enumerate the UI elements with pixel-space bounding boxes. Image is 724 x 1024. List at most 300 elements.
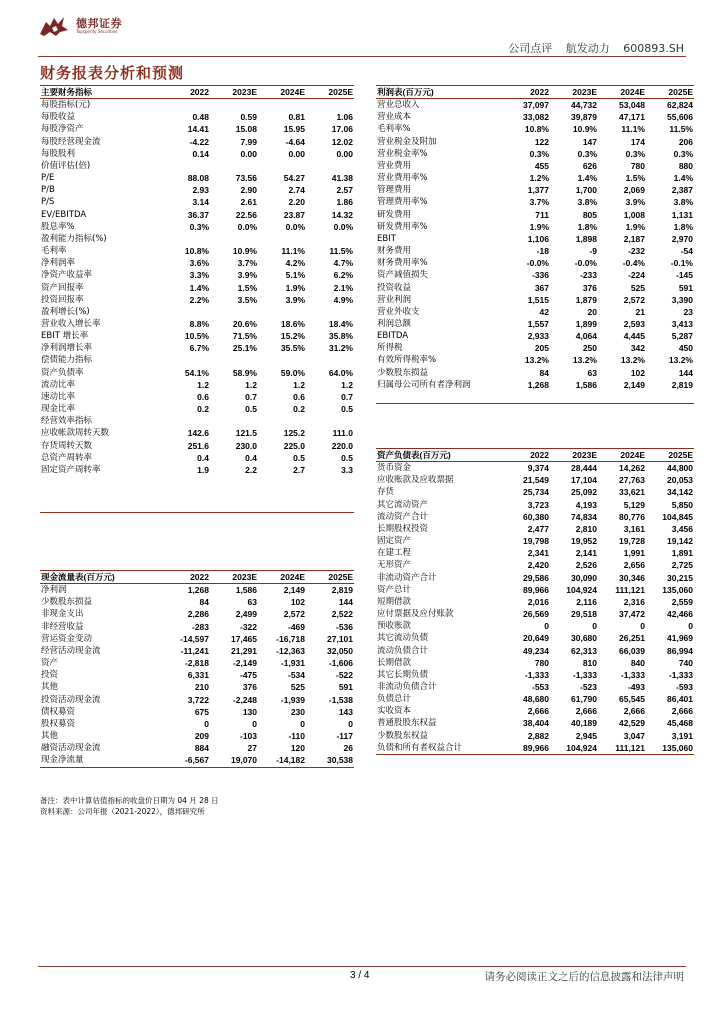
cell-value: -110 — [288, 731, 305, 742]
cell-value — [162, 476, 210, 488]
cell-value: 42 — [539, 306, 549, 317]
footer-divider — [38, 966, 686, 967]
cell-value: 0.5 — [341, 404, 353, 415]
row-label: 归属母公司所有者净利润 — [377, 379, 471, 390]
row-label: 营业税金及附加 — [377, 136, 437, 147]
row-label: EV/EBITDA — [41, 209, 87, 220]
cell-value: 1.9% — [285, 282, 305, 293]
cell-value: 2,477 — [527, 523, 549, 534]
cell-value: 35.5% — [280, 343, 305, 354]
row-label: 其他 — [41, 682, 59, 693]
cell-value: 1,106 — [527, 233, 549, 244]
cell-value: -0.4% — [622, 258, 645, 269]
table-row — [40, 233, 354, 245]
row-label: 偿债能力指标 — [41, 355, 93, 366]
cell-value: -1,606 — [328, 658, 353, 669]
cell-value — [550, 391, 598, 403]
cell-value: 1.2 — [293, 379, 305, 390]
cell-value: 122 — [534, 136, 549, 147]
row-label: 营业收入增长率 — [41, 318, 101, 329]
row-label — [376, 391, 502, 403]
cell-value: 2,819 — [671, 379, 693, 390]
table-row — [376, 669, 694, 681]
cell-value — [306, 415, 354, 427]
cell-value: -553 — [531, 681, 549, 692]
row-label: 价值评估(倍) — [41, 160, 91, 171]
cell-value: 0.3% — [189, 221, 209, 232]
cell-value: 4,445 — [623, 331, 645, 342]
cell-value: 0 — [300, 718, 305, 729]
cell-value: -233 — [579, 270, 597, 281]
table-row — [40, 367, 354, 379]
table-row — [376, 559, 694, 571]
bull-logo-icon — [38, 14, 70, 38]
cell-value: 805 — [582, 209, 597, 220]
row-label: 营业利润 — [377, 294, 412, 305]
cell-value: 209 — [194, 731, 209, 742]
cell-value: 26 — [343, 743, 353, 754]
cell-value: 2,933 — [527, 331, 549, 342]
cell-value: -283 — [191, 621, 209, 632]
row-label: 流动负债合计 — [377, 645, 429, 656]
row-label: 投资回报率 — [41, 294, 84, 305]
cell-value — [162, 160, 210, 172]
table-row — [40, 221, 354, 233]
cell-value: 1,268 — [187, 585, 209, 596]
cell-value — [210, 415, 258, 427]
cell-value: -103 — [239, 731, 257, 742]
cell-value: 2,149 — [283, 585, 305, 596]
header-divider — [38, 56, 686, 57]
cell-value: 17.06 — [331, 124, 353, 135]
table-row — [40, 342, 354, 354]
cell-value: 38,404 — [523, 718, 549, 729]
cell-value: 0 — [204, 718, 209, 729]
valuation-note: 备注：表中计算估值指标的收盘价日期为 04 月 28 日 — [40, 796, 219, 805]
cell-value: 2025E — [646, 86, 694, 99]
cell-value: 104,924 — [550, 742, 598, 755]
table-row — [376, 462, 694, 475]
cell-value: 37,097 — [523, 100, 549, 111]
table-row — [40, 99, 354, 112]
cell-value: -536 — [335, 621, 353, 632]
cell-value: 2023E — [550, 86, 598, 99]
cell-value: 525 — [290, 682, 305, 693]
table-row — [40, 464, 354, 476]
row-label: 少数股东损益 — [41, 597, 93, 608]
cell-value: 0.4 — [197, 452, 209, 463]
cell-value: 1.06 — [336, 112, 353, 123]
table-row — [40, 415, 354, 427]
cell-value: -2,248 — [232, 694, 257, 705]
row-label: 其它长期负债 — [377, 669, 429, 680]
cell-value: 19,070 — [210, 754, 258, 767]
cell-value: -336 — [531, 270, 549, 281]
cell-value: 13.2% — [668, 355, 693, 366]
cell-value: 2,656 — [623, 560, 645, 571]
table-row — [40, 111, 354, 123]
cell-value: 251.6 — [187, 440, 209, 451]
cell-value: 591 — [678, 282, 693, 293]
cell-value: 11.1% — [281, 246, 305, 257]
cell-value: 19,952 — [571, 536, 597, 547]
cell-value: 89,966 — [502, 742, 550, 755]
table-row — [376, 742, 694, 755]
cell-value — [306, 306, 354, 318]
cell-value: -522 — [335, 670, 353, 681]
table-row — [376, 730, 694, 742]
row-label: P/E — [41, 173, 55, 184]
cell-value: 2024E — [258, 86, 306, 99]
cell-value: 342 — [630, 343, 645, 354]
table-row — [40, 440, 354, 452]
cell-value: 2,522 — [331, 609, 353, 620]
cell-value: -1,333 — [572, 669, 597, 680]
cell-value: -0.0% — [526, 258, 549, 269]
cell-value — [306, 233, 354, 245]
cell-value: 84 — [539, 367, 549, 378]
row-label: 其它流动资产 — [377, 499, 429, 510]
cell-value — [306, 99, 354, 112]
cell-value: 0.00 — [336, 148, 353, 159]
cell-value: 17,104 — [571, 475, 597, 486]
table-row — [376, 705, 694, 717]
cell-value: 2,499 — [235, 609, 257, 620]
cell-value: 26,569 — [523, 609, 549, 620]
cell-value — [646, 391, 694, 403]
table-row — [376, 196, 694, 208]
cell-value — [162, 415, 210, 427]
row-label: 总资产周转率 — [41, 452, 93, 463]
brand-name: 德邦证券 — [76, 17, 122, 30]
table-row — [40, 379, 354, 391]
table-row — [40, 681, 354, 693]
cell-value: 84 — [199, 597, 209, 608]
cell-value: 25,734 — [523, 487, 549, 498]
cell-value: 2.7 — [293, 464, 305, 475]
cell-value: 3.7% — [529, 197, 549, 208]
cell-value: -1,939 — [280, 694, 305, 705]
cell-value: 2,341 — [527, 548, 549, 559]
table-row — [40, 476, 354, 488]
cell-value: 62,313 — [571, 645, 597, 656]
table-row — [376, 330, 694, 342]
cell-value: 3.9% — [237, 270, 257, 281]
cell-value — [162, 488, 210, 500]
cell-value: 2,069 — [623, 185, 645, 196]
table-row — [376, 367, 694, 379]
table-row — [40, 488, 354, 500]
row-label: 研发费用 — [377, 209, 412, 220]
cell-value: 20,649 — [523, 633, 549, 644]
cell-value: 1.4% — [189, 282, 209, 293]
row-label: 经营效率指标 — [41, 416, 93, 427]
cell-value: 14.32 — [331, 209, 353, 220]
cell-value: 2,016 — [527, 596, 549, 607]
cell-value: 2,666 — [671, 706, 693, 717]
cell-value — [258, 476, 306, 488]
cell-value: 29,518 — [571, 609, 597, 620]
cell-value: 1.9% — [625, 221, 645, 232]
cell-value: 675 — [194, 706, 209, 717]
cell-value: 144 — [338, 597, 353, 608]
cell-value: 30,538 — [306, 754, 354, 767]
cell-value: 53,048 — [619, 100, 645, 111]
cell-value: 15.08 — [235, 124, 257, 135]
cell-value: 0.7 — [341, 391, 353, 402]
cell-value: 143 — [338, 706, 353, 717]
row-label: 在建工程 — [377, 548, 412, 559]
cell-value: 2.2 — [245, 464, 257, 475]
cell-value: 376 — [582, 282, 597, 293]
cell-value: 3,161 — [623, 523, 645, 534]
cell-value — [258, 488, 306, 500]
table-row — [40, 427, 354, 439]
cell-value: 0.14 — [192, 148, 209, 159]
cell-value: 4.9% — [333, 294, 353, 305]
cell-value: 1,515 — [527, 294, 549, 305]
cell-value: 2,970 — [671, 233, 693, 244]
cell-value: 2,572 — [623, 294, 645, 305]
row-label: 每股收益 — [41, 112, 76, 123]
cell-value: 711 — [535, 209, 549, 220]
cell-value: 230.0 — [235, 440, 257, 451]
cell-value: 18.4% — [328, 318, 353, 329]
cell-value: 2024E — [598, 86, 646, 99]
cell-value — [258, 160, 306, 172]
cell-value — [210, 99, 258, 112]
row-label: 财务费用 — [377, 246, 412, 257]
row-label: 应付票据及应付账款 — [377, 609, 454, 620]
cell-value: 5,850 — [671, 499, 693, 510]
cell-value: 10.8% — [184, 246, 209, 257]
table-row — [40, 269, 354, 281]
row-label: 存货 — [377, 487, 395, 498]
cell-value: 59.0% — [280, 367, 305, 378]
cell-value: 34,142 — [667, 487, 693, 498]
row-label: 有效所得税率% — [377, 355, 437, 366]
cell-value — [306, 476, 354, 488]
table-row — [40, 136, 354, 148]
row-label: 负债和所有者权益合计 — [376, 742, 502, 755]
cell-value: 13.2% — [572, 355, 597, 366]
cell-value: 15.95 — [283, 124, 305, 135]
cell-value: 80,776 — [619, 511, 645, 522]
row-label: 长期股权投资 — [377, 523, 429, 534]
cell-value — [598, 391, 646, 403]
cell-value: 3.8% — [673, 197, 693, 208]
row-label: EBIT 增长率 — [41, 331, 89, 342]
cell-value: -2,149 — [232, 658, 257, 669]
cell-value: 37,472 — [619, 609, 645, 620]
cell-value: 74,834 — [571, 511, 597, 522]
row-label: 净利润增长率 — [41, 343, 93, 354]
cell-value: 30,215 — [667, 572, 693, 583]
table-row — [40, 645, 354, 657]
cell-value: 3,456 — [671, 523, 693, 534]
row-label: 资产 — [41, 658, 59, 669]
cell-value: 1.8% — [673, 221, 693, 232]
cell-value: 121.5 — [235, 428, 257, 439]
report-header-info — [498, 40, 684, 56]
row-label: 营业税金率% — [377, 148, 428, 159]
cell-value: 5.1% — [285, 270, 305, 281]
table-row — [40, 742, 354, 754]
cell-value: 39,879 — [571, 112, 597, 123]
cell-value: 27 — [247, 743, 257, 754]
cell-value: 5,129 — [623, 499, 645, 510]
cell-value: -469 — [287, 621, 305, 632]
cell-value: 29,586 — [523, 572, 549, 583]
cell-value: -14,182 — [258, 754, 306, 767]
table-row — [376, 111, 694, 123]
cell-value: 525 — [630, 282, 645, 293]
cell-value: 18.6% — [280, 318, 305, 329]
row-label: 预收账款 — [377, 621, 412, 632]
cell-value: 3.9% — [625, 197, 645, 208]
cell-value: -232 — [627, 246, 645, 257]
row-label: EBITDA — [377, 331, 409, 342]
cell-value: 1.8% — [577, 221, 597, 232]
row-label: 资产负债表(百万元) — [376, 449, 502, 462]
cell-value: 450 — [678, 343, 693, 354]
table-row — [376, 172, 694, 184]
cell-value: -16,718 — [276, 633, 305, 644]
cell-value — [210, 476, 258, 488]
cell-value: 13.2% — [524, 355, 549, 366]
cell-value: 2,141 — [575, 548, 597, 559]
cell-value — [210, 306, 258, 318]
table-row — [376, 572, 694, 584]
table-row — [40, 669, 354, 681]
cell-value: 28,444 — [571, 463, 597, 474]
table-row — [376, 160, 694, 172]
cell-value: 2025E — [306, 571, 354, 584]
row-label: 每股净资产 — [41, 124, 84, 135]
cell-value: 2,559 — [671, 596, 693, 607]
row-label: 债权募资 — [41, 706, 76, 717]
cell-value: 45,468 — [667, 718, 693, 729]
table-row — [376, 391, 694, 403]
cell-value: 230 — [290, 706, 305, 717]
cell-value: 1.9 — [197, 464, 209, 475]
row-label: 主要财务指标 — [40, 86, 162, 99]
table-row — [40, 306, 354, 318]
cell-value: 54.1% — [184, 367, 209, 378]
cell-value: 58.9% — [232, 367, 257, 378]
cell-value: 4.2% — [285, 258, 305, 269]
cell-value: 30,346 — [619, 572, 645, 583]
row-label: 资产回报率 — [41, 282, 84, 293]
row-label: 固定资产 — [377, 536, 412, 547]
income-statement-table — [376, 85, 694, 404]
row-label: 其它流动负债 — [377, 633, 429, 644]
table-row — [40, 452, 354, 464]
cell-value: 0.81 — [288, 112, 305, 123]
doc-type: 公司点评 — [508, 42, 553, 55]
row-label: 非流动负债合计 — [377, 681, 437, 692]
cell-value: 2023E — [550, 449, 598, 462]
cell-value: 3.7% — [237, 258, 257, 269]
table-header-row — [376, 449, 694, 462]
cell-value — [210, 160, 258, 172]
cell-value: 15.2% — [280, 331, 305, 342]
cell-value: 0 — [544, 621, 549, 632]
cell-value: 6.7% — [189, 343, 209, 354]
table-row — [376, 282, 694, 294]
cell-value: 71.5% — [232, 331, 257, 342]
cell-value: 65,545 — [619, 694, 645, 705]
cell-value: 1,891 — [671, 548, 693, 559]
cell-value: 740 — [678, 657, 693, 668]
cell-value: 0 — [688, 621, 693, 632]
cell-value: 32,050 — [327, 645, 353, 656]
row-label: 其他 — [41, 731, 59, 742]
cell-value: 19,728 — [619, 536, 645, 547]
cell-value: 11.5% — [669, 124, 693, 135]
brand-logo — [38, 14, 188, 38]
cell-value: 1.2 — [341, 379, 353, 390]
cell-value: 0.3% — [673, 148, 693, 159]
cell-value: 30,680 — [571, 633, 597, 644]
cell-value: 1,879 — [575, 294, 597, 305]
cell-value: 2025E — [306, 86, 354, 99]
cell-value: 2023E — [210, 86, 258, 99]
row-label: 非现金支出 — [41, 609, 84, 620]
cell-value: -1,931 — [280, 658, 305, 669]
row-label: 资产负债率 — [41, 367, 84, 378]
table-row — [40, 172, 354, 184]
table-row — [376, 123, 694, 135]
table-row — [376, 547, 694, 559]
cell-value: 62,824 — [667, 100, 693, 111]
cell-value: 42,529 — [619, 718, 645, 729]
row-label: P/B — [41, 185, 55, 196]
row-label: 融资活动现金流 — [41, 743, 101, 754]
cell-value: 205 — [534, 343, 549, 354]
cell-value: 3,723 — [527, 499, 549, 510]
cell-value: 2,420 — [527, 560, 549, 571]
cell-value: -4.64 — [285, 136, 305, 147]
cell-value: 104,924 — [566, 584, 597, 595]
cell-value: 3.6% — [189, 258, 209, 269]
cell-value: 3.5% — [237, 294, 257, 305]
row-label: 普通股股东权益 — [377, 718, 437, 729]
row-label: 净资产收益率 — [41, 270, 93, 281]
cell-value: 2,187 — [623, 233, 645, 244]
cell-value: 27,101 — [327, 633, 353, 644]
cell-value — [502, 391, 550, 403]
cell-value: 0 — [640, 621, 645, 632]
cell-value: 21,291 — [231, 645, 257, 656]
cell-value: 1,899 — [575, 318, 597, 329]
cell-value: 21 — [635, 306, 645, 317]
table-row — [40, 596, 354, 608]
cell-value: 174 — [630, 136, 645, 147]
cell-value — [210, 233, 258, 245]
cell-value: -0.1% — [670, 258, 693, 269]
row-label: 盈利增长(%) — [41, 306, 90, 317]
cell-value: 144 — [678, 367, 693, 378]
cell-value: 22.56 — [235, 209, 257, 220]
cell-value: 2.57 — [336, 185, 353, 196]
cell-value: 2.61 — [240, 197, 257, 208]
cell-value: -523 — [579, 681, 597, 692]
cell-value: -14,597 — [180, 633, 209, 644]
cell-value: 840 — [630, 657, 645, 668]
row-label: 毛利率 — [41, 246, 67, 257]
cell-value: 2,666 — [623, 706, 645, 717]
